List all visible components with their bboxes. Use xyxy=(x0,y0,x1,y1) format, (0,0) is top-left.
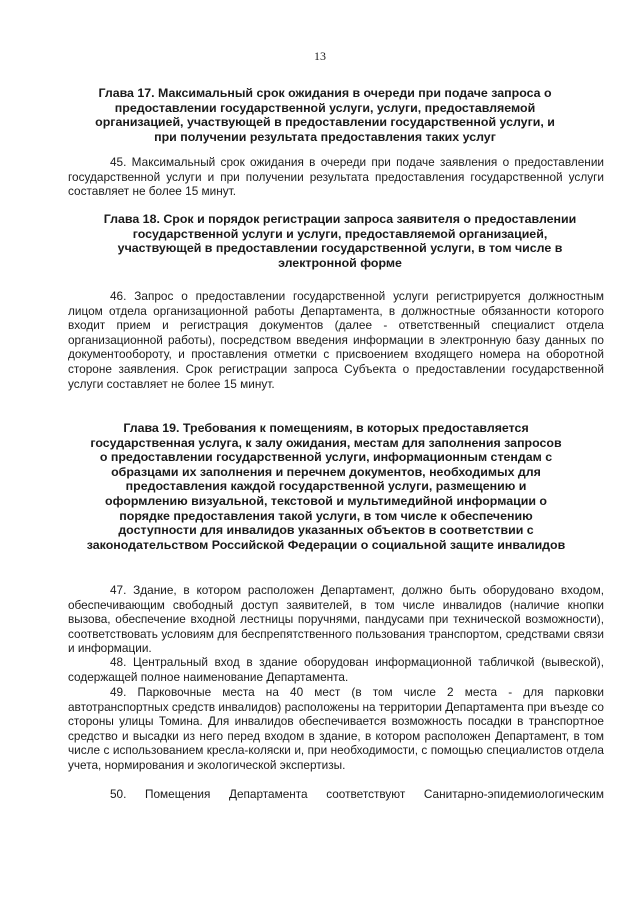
paragraph-48: 48. Центральный вход в здание оборудован информационной табличкой (вывеской), содержащей полное наименование Департамента. xyxy=(68,655,604,684)
paragraph-49: 49. Парковочные места на 40 мест (в том числе 2 места - для парковки автотранспортных средств инвалидов) расположены на территории Департамента при въезде со стороны улицы Томина. Для инвалидов обеспечивается возможность посадки в транспортное средство и высадки из него перед входом в здание, в котором расположен Департамент, в том числе с использованием кресла-коляски и, при необходимости, с помощью специалистов отдела учета, нормирования и экологической экспертизы. xyxy=(68,685,604,772)
chapter-18-heading: Глава 18. Срок и порядок регистрации запроса заявителя о предоставлении государственной услуги и услуги, предоставляемой организацией, участвующей в предоставлении государственной услуги, в том числе в электронной форме xyxy=(103,212,577,270)
paragraph-45: 45. Максимальный срок ожидания в очереди при подаче заявления о предоставлении государственной услуги и при получении результата предоставления государственной услуги составляет не более 15 минут. xyxy=(68,155,604,199)
chapter-17-heading: Глава 17. Максимальный срок ожидания в очереди при подаче запроса о предоставлении государственной услуги, услуги, предоставляемой организацией, участвующей в предоставлении государственной услуги, и при получении результата предоставления таких услуг xyxy=(95,86,555,144)
paragraph-50: 50. Помещения Департамента соответствуют Санитарно-эпидемиологическим xyxy=(110,787,604,801)
paragraph-47: 47. Здание, в котором расположен Департамент, должно быть оборудовано входом, обеспечивающим свободный доступ заявителей, в том числе инвалидов (наличие кнопки вызова, обеспечение входной лестницы поручнями, пандусами при технической возможности), соответствовать условиям для беспрепятственного пользования транспортом, средствами связи и информации. xyxy=(68,583,604,656)
paragraph-46: 46. Запрос о предоставлении государственной услуги регистрируется должностным лицом отдела организационной работы Департамента, в должностные обязанности которого входит прием и регистрация документов (далее - ответственный специалист отдела организационной работы), посредством введения информации в электронную базу данных по документообороту, и проставления отметки с присвоением входящего номера на оборотной стороне заявления. Срок регистрации запроса Субъекта о предоставлении государственной услуги составляет не более 15 минут. xyxy=(68,289,604,391)
chapter-19-heading: Глава 19. Требования к помещениям, в которых предоставляется государственная услуга, к залу ожидания, местам для заполнения запросов о предоставлении государственной услуги, информационным стендам с образцами их заполнения и перечнем документов, необходимых для предоставления каждой государственной услуги, размещению и оформлению визуальной, текстовой и мультимедийной информации о порядке предоставления такой услуги, в том числе к обеспечению доступности для инвалидов указанных объектов в соответствии с законодательством Российской Федерации о социальной защите инвалидов xyxy=(86,421,566,552)
page-number: 13 xyxy=(314,49,326,63)
